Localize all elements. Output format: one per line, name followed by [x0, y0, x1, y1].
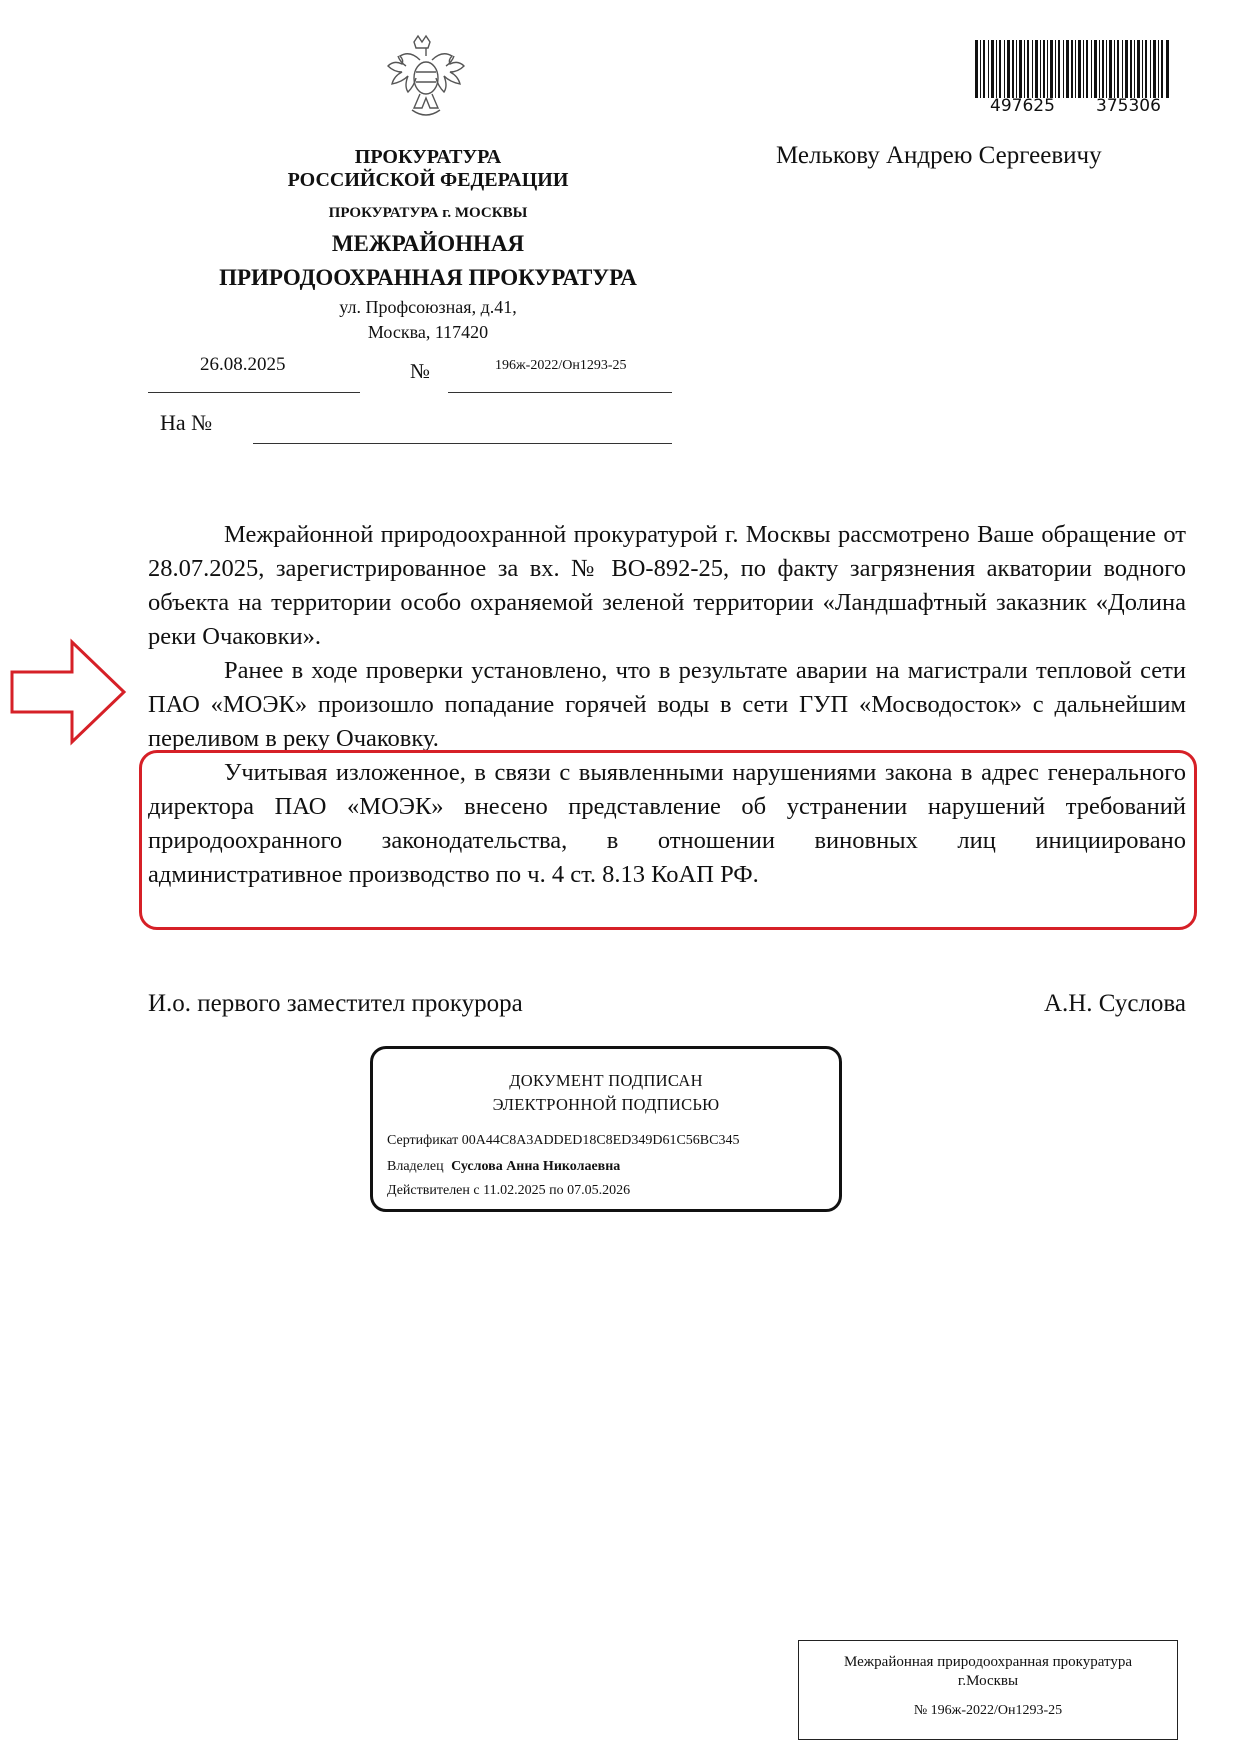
- paragraph-1-text: Межрайонной природоохранной прокуратурой г. Москвы рассмотрено Ваше обращение от 28.07.2025, зарегистрированное за вх. № ВО-892-25, по факту загрязнения акватории водного объекта на территории особо охраняемой зеленой территории «Ландшафтный заказник «Долина реки Очаковки».: [148, 521, 1186, 650]
- footer-line-2: г.Москвы: [957, 1673, 1019, 1689]
- address-line-1: ул. Профсоюзная, д.41,: [339, 297, 517, 317]
- paragraph-1: [148, 518, 1186, 654]
- reply-to-underline: [253, 443, 672, 444]
- valid-to: 07.05.2026: [567, 1183, 631, 1198]
- valid-to-label: по: [549, 1183, 564, 1198]
- doc-date: 26.08.2025: [200, 354, 286, 375]
- stamp-title-1: ДОКУМЕНТ ПОДПИСАН: [509, 1071, 703, 1090]
- cert-value: 00A44C8A3ADDED18C8ED349D61C56BC345: [461, 1133, 740, 1148]
- unit-title: [148, 227, 708, 295]
- doc-reg-number: 196ж-2022/Он1293-25: [495, 358, 627, 373]
- unit-line-2: ПРИРОДООХРАННАЯ ПРОКУРАТУРА: [219, 265, 637, 290]
- stamp-title-2: ЭЛЕКТРОННОЙ ПОДПИСЬЮ: [492, 1095, 720, 1114]
- date-underline: [148, 392, 360, 393]
- owner-label: Владелец: [387, 1159, 444, 1174]
- valid-label: Действителен: [387, 1183, 470, 1198]
- paragraph-2: [148, 654, 1186, 756]
- number-sign: №: [410, 359, 431, 383]
- paragraph-2-text: Ранее в ходе проверки установлено, что в результате аварии на магистрали тепловой сети ПАО «МОЭК» произошло попадание горячей воды в сети ГУП «Мосводосток» с дальнейшим переливом в реку Очаковку.: [148, 657, 1186, 752]
- coat-of-arms-icon: [376, 30, 476, 130]
- barcode: [975, 40, 1170, 98]
- paragraph-3-text: Учитывая изложенное, в связи с выявленными нарушениями закона в адрес генерального директора ПАО «МОЭК» внесено представление об устранении нарушений требований природоохранного законодательства, в отношении виновных лиц инициировано административное производство по ч. 4 ст. 8.13 КоАП РФ.: [148, 759, 1186, 888]
- unit-line-1: МЕЖРАЙОННАЯ: [331, 231, 525, 256]
- owner-value: Суслова Анна Николаевна: [451, 1159, 621, 1174]
- org-title: [148, 146, 708, 192]
- valid-from-label: с: [473, 1183, 480, 1198]
- recipient-name: Мелькову Андрею Сергеевичу: [776, 142, 1102, 169]
- footer-number-sign: №: [913, 1703, 928, 1718]
- cert-label: Сертификат: [387, 1133, 459, 1148]
- footer-number-value: 196ж-2022/Он1293-25: [930, 1703, 1063, 1718]
- stamp-certificate: [387, 1133, 739, 1149]
- barcode-number-right: 375306: [1096, 96, 1161, 116]
- arrow-right-icon: [10, 638, 128, 746]
- valid-from: 11.02.2025: [483, 1183, 546, 1198]
- org-line-1: ПРОКУРАТУРА: [354, 146, 502, 168]
- paragraph-3: [148, 756, 1186, 892]
- signer-name: А.Н. Суслова: [1043, 990, 1186, 1017]
- e-signature-stamp: [370, 1046, 842, 1212]
- signer-position: И.о. первого заместител прокурора: [148, 990, 523, 1017]
- stamp-owner: [387, 1159, 620, 1175]
- address-line-2: Москва, 117420: [367, 322, 489, 342]
- reply-to-label: На №: [160, 410, 213, 435]
- footer-number: [799, 1701, 1177, 1720]
- footer-registration-box: [798, 1640, 1178, 1740]
- footer-line-1: Межрайонная природоохранная прокуратура: [844, 1654, 1132, 1670]
- stamp-validity: [387, 1183, 630, 1199]
- org-line-2: РОССИЙСКОЙ ФЕДЕРАЦИИ: [287, 169, 569, 191]
- regno-underline: [448, 392, 672, 393]
- barcode-number-left: 497625: [990, 96, 1055, 116]
- org-address: [148, 295, 708, 345]
- org-subtitle: ПРОКУРАТУРА г. МОСКВЫ: [328, 205, 528, 221]
